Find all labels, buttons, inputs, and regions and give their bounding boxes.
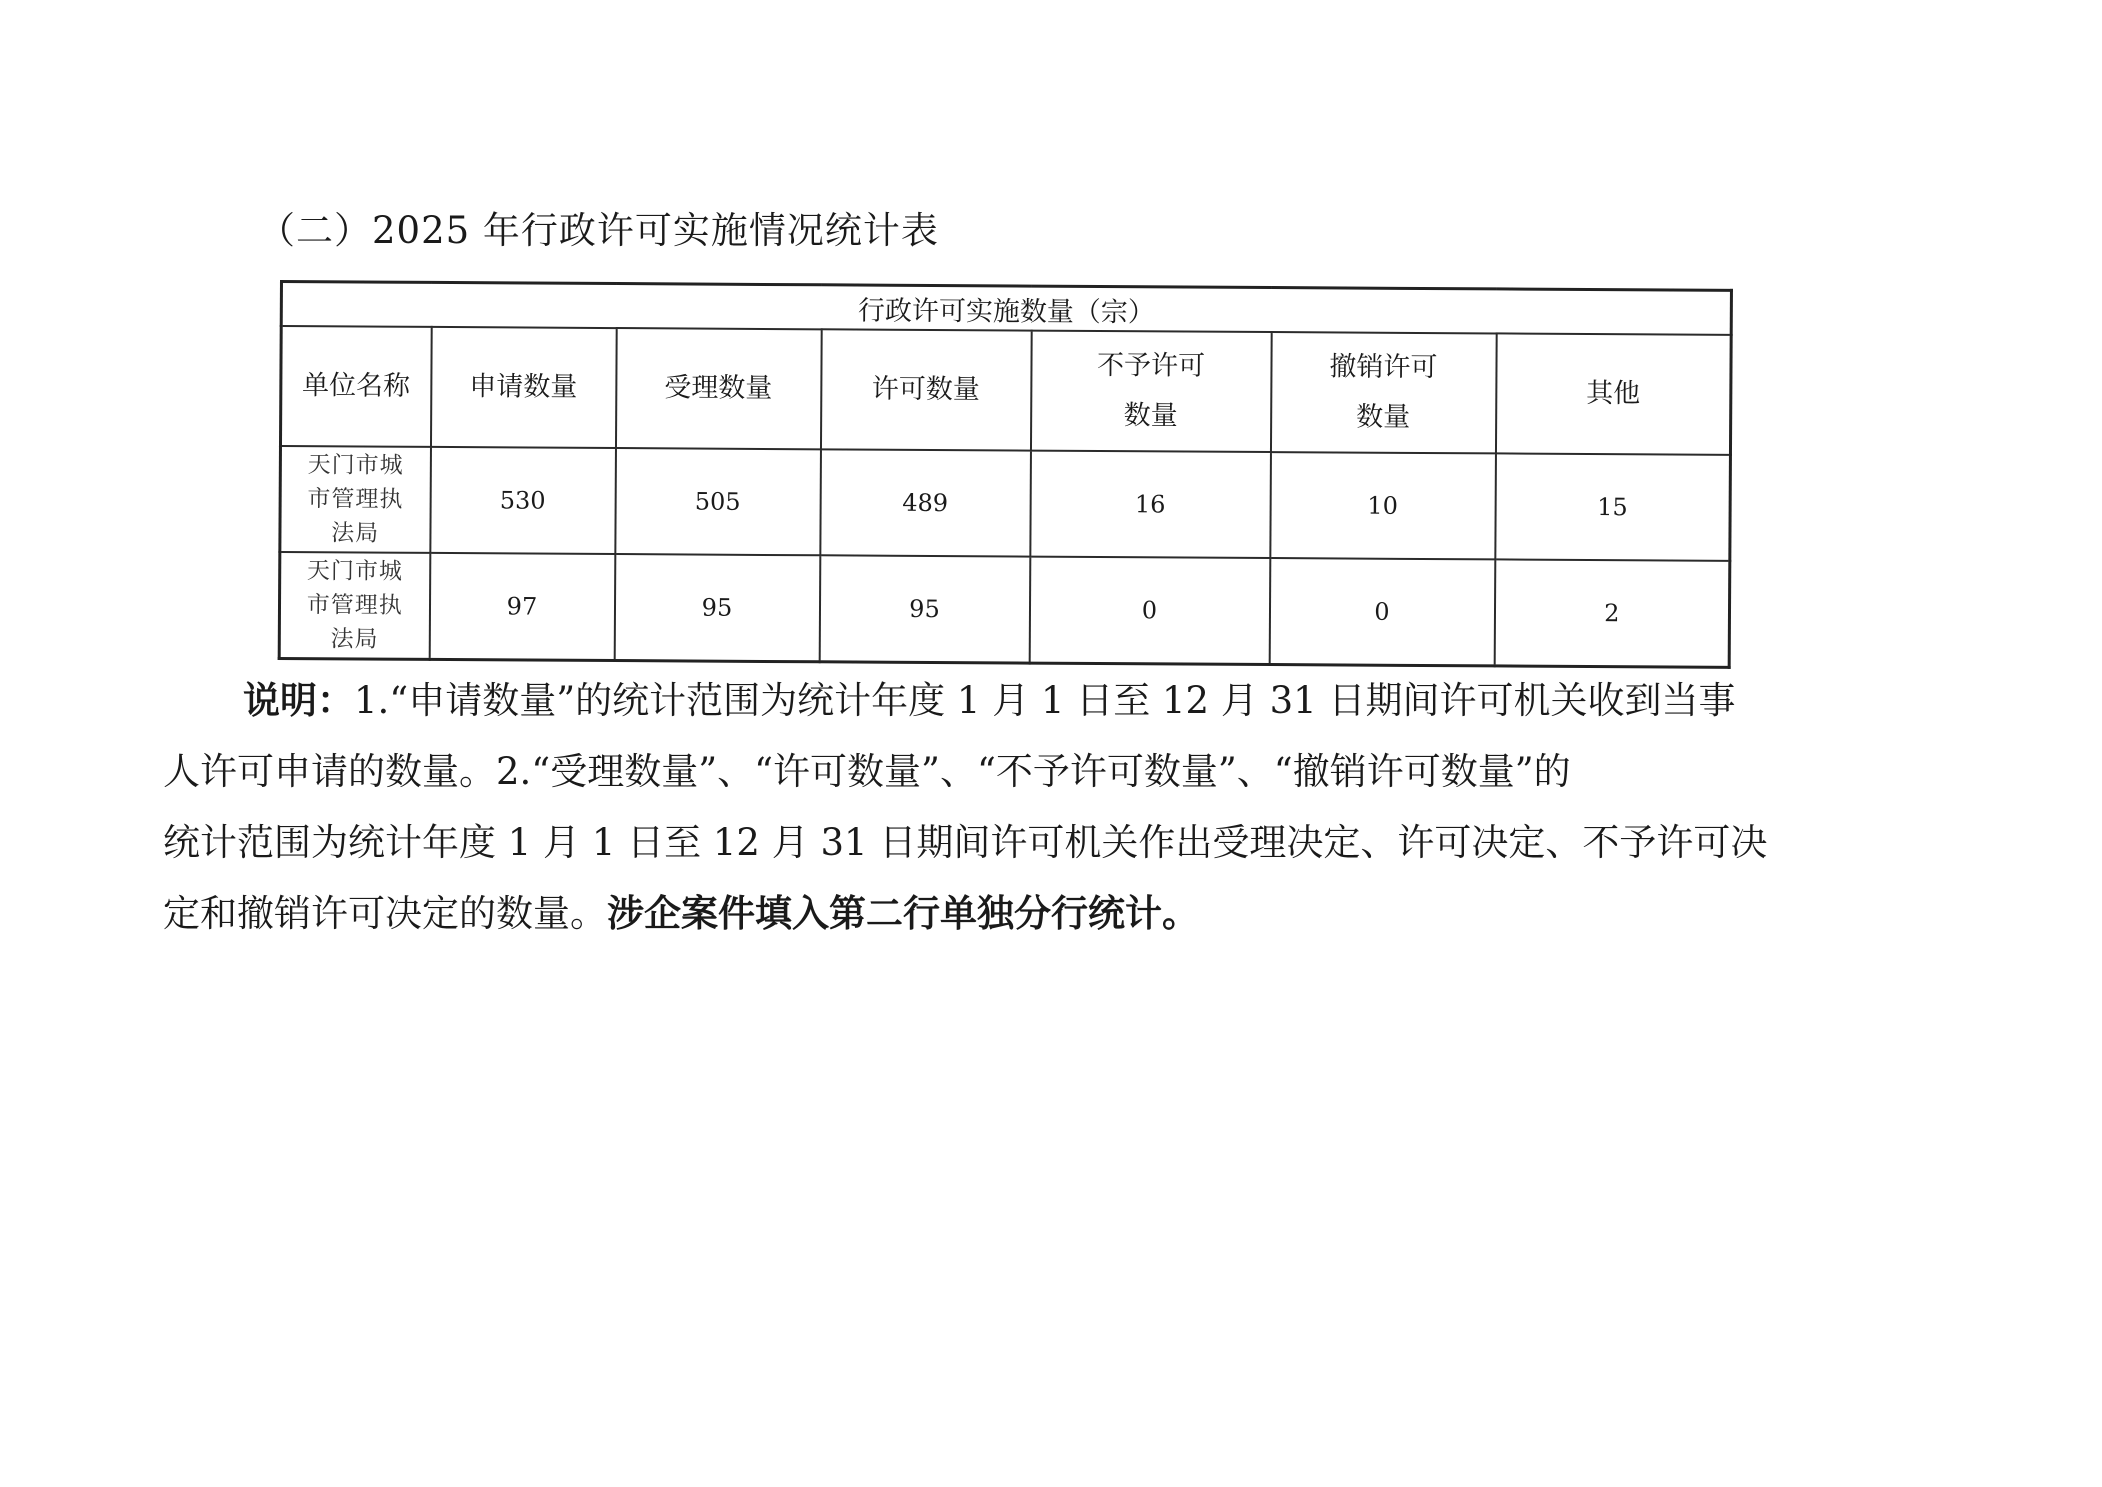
note-line-2: 人许可申请的数量。2.“受理数量”、“许可数量”、“不予许可数量”、“撤销许可数量”的	[163, 750, 1571, 793]
column-header-approved: 许可数量	[820, 329, 1031, 450]
column-header-applications: 申请数量	[430, 327, 616, 448]
note-line-4: 定和撤销许可决定的数量。涉企案件填入第二行单独分行统计。	[163, 891, 1199, 935]
table-row	[280, 446, 1731, 561]
applications-cell: 97	[429, 553, 615, 661]
column-header-unit: 单位名称	[280, 326, 431, 447]
note-label: 说明：	[243, 678, 354, 722]
accepted-cell: 505	[615, 448, 821, 555]
revoked-cell: 10	[1270, 452, 1496, 559]
other-cell: 2	[1494, 559, 1730, 667]
approved-cell: 489	[820, 449, 1031, 556]
column-header-other: 其他	[1495, 333, 1731, 454]
unit-name-cell: 天门市城市管理执法局	[279, 552, 430, 659]
column-header-revoked: 撤销许可数量	[1270, 332, 1496, 453]
unit-name-cell: 天门市城市管理执法局	[280, 446, 431, 553]
column-header-denied: 不予许可数量	[1030, 331, 1271, 452]
other-cell: 15	[1495, 453, 1731, 560]
denied-cell: 16	[1030, 451, 1271, 558]
note-line-1: 说明：1.“申请数量”的统计范围为统计年度 1 月 1 日至 12 月 31 日期间许可机关收到当事	[243, 678, 1736, 722]
explanation-note	[163, 665, 1823, 949]
statistics-table	[278, 280, 1733, 669]
group-header-cell: 行政许可实施数量（宗）	[281, 282, 1731, 335]
note-emphasis: 涉企案件填入第二行单独分行统计。	[607, 891, 1199, 935]
revoked-cell: 0	[1269, 558, 1495, 666]
page-title: （二）2025 年行政许可实施情况统计表	[258, 209, 939, 252]
note-line-3: 统计范围为统计年度 1 月 1 日至 12 月 31 日期间许可机关作出受理决定、许可决定、不予许可决	[163, 821, 1768, 864]
accepted-cell: 95	[614, 554, 820, 662]
table-header-row	[280, 326, 1731, 455]
denied-cell: 0	[1029, 557, 1270, 665]
table-row	[279, 552, 1730, 667]
column-header-accepted: 受理数量	[615, 328, 821, 449]
applications-cell: 530	[430, 447, 616, 554]
approved-cell: 95	[819, 555, 1030, 663]
